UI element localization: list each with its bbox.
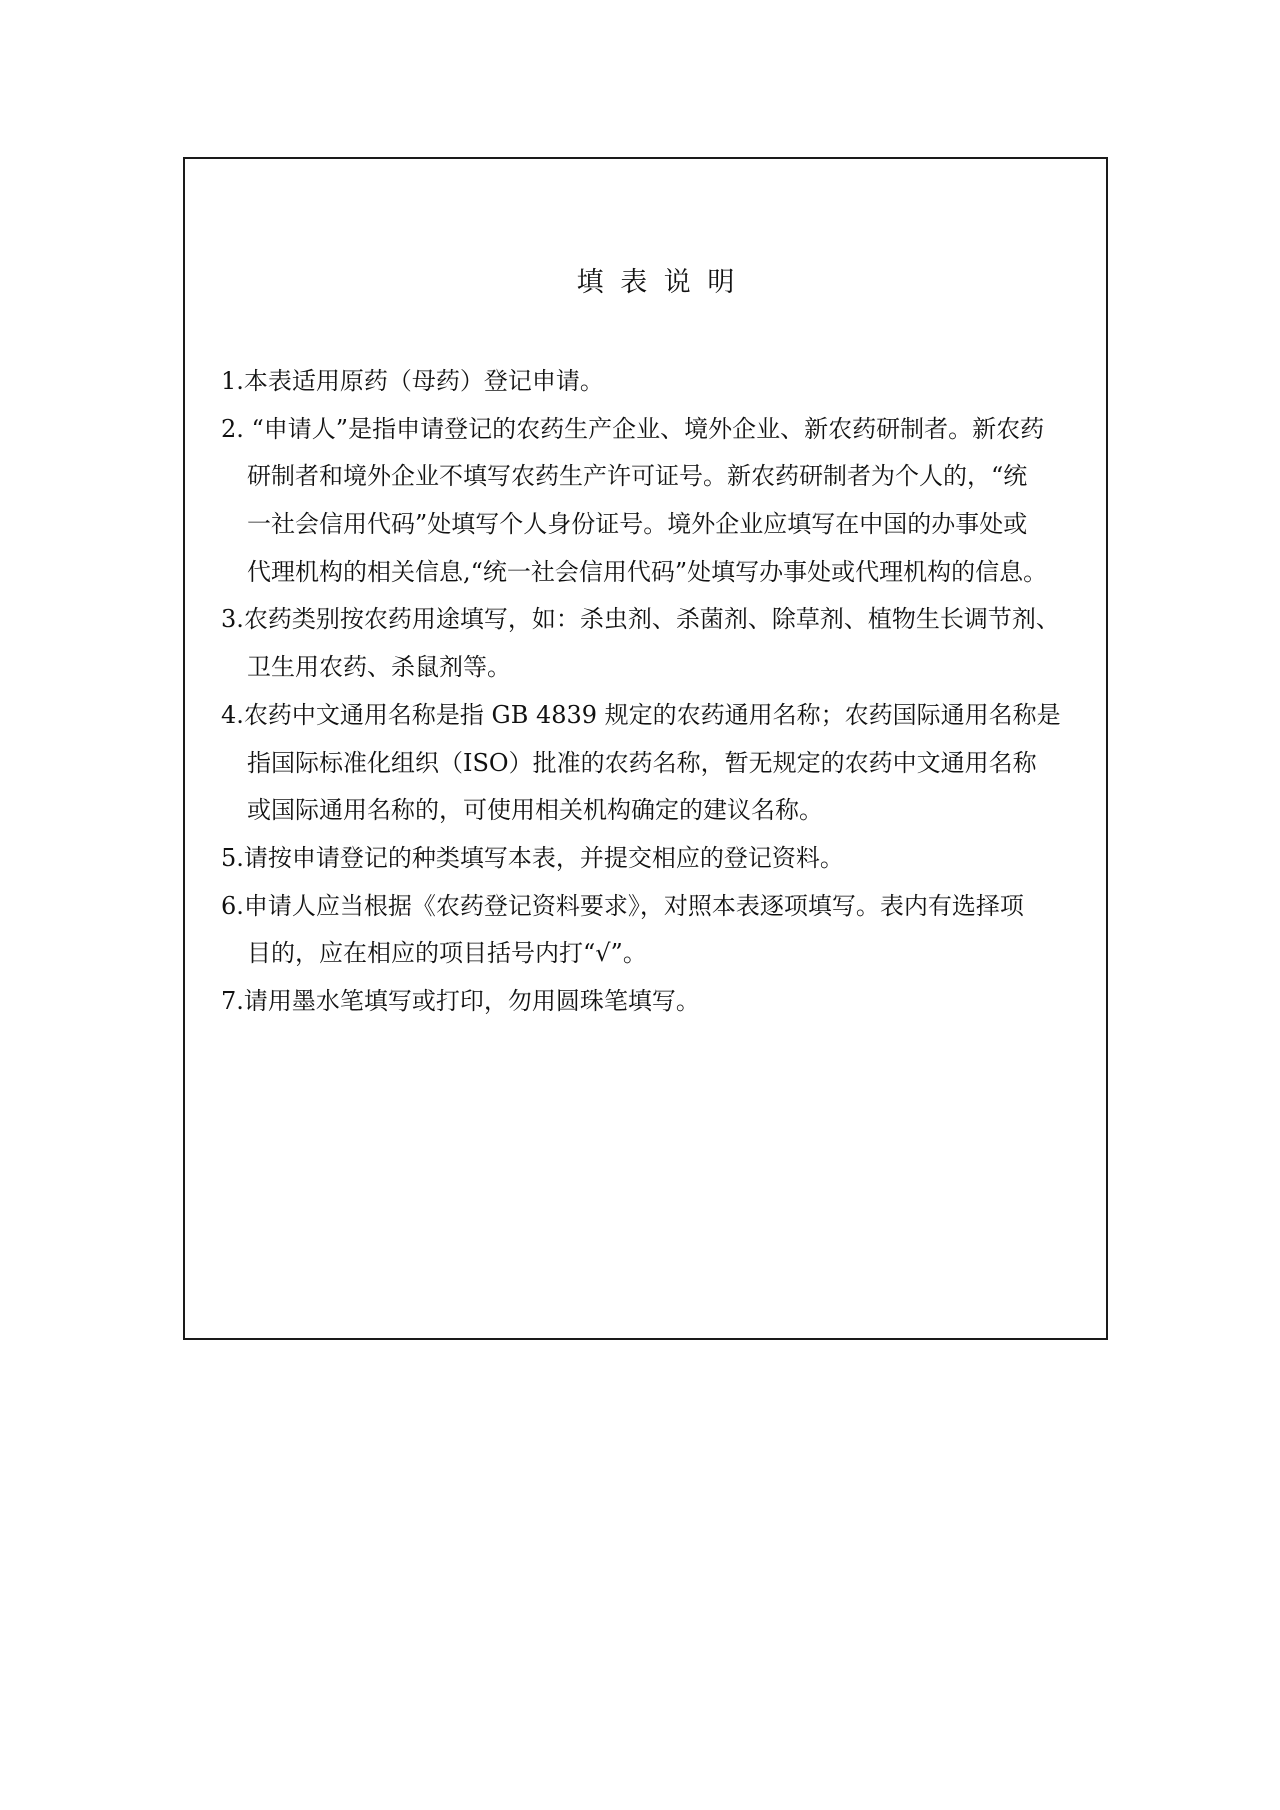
page-title: 填 表 说 明 xyxy=(576,267,739,298)
instruction-line: 3.农药类别按农药用途填写，如：杀虫剂、杀菌剂、除草剂、植物生长调节剂、 xyxy=(221,605,1060,634)
instruction-line: 指国际标准化组织（ISO）批准的农药名称，暂无规定的农药中文通用名称 xyxy=(247,748,1037,777)
instruction-line: 卫生用农药、杀鼠剂等。 xyxy=(247,653,511,682)
instruction-line: 代理机构的相关信息,“统一社会信用代码”处填写办事处或代理机构的信息。 xyxy=(247,557,1048,586)
instruction-line: 5.请按申请登记的种类填写本表，并提交相应的登记资料。 xyxy=(221,843,844,872)
instruction-item-7 xyxy=(221,978,1101,1026)
instruction-line: 目的，应在相应的项目括号内打“√”。 xyxy=(247,939,647,968)
instruction-line: 2. “申请人”是指申请登记的农药生产企业、境外企业、新农药研制者。新农药 xyxy=(221,414,1045,443)
instructions-list xyxy=(221,358,1101,1026)
instruction-item-2 xyxy=(221,406,1101,597)
instruction-line: 1.本表适用原药（母药）登记申请。 xyxy=(221,367,604,395)
instruction-line: 7.请用墨水笔填写或打印，勿用圆珠笔填写。 xyxy=(221,986,700,1015)
instruction-line: 6.申请人应当根据《农药登记资料要求》，对照本表逐项填写。表内有选择项 xyxy=(221,891,1024,920)
instruction-line: 研制者和境外企业不填写农药生产许可证号。新农药研制者为个人的，“统 xyxy=(247,462,1028,491)
instruction-line: 或国际通用名称的，可使用相关机构确定的建议名称。 xyxy=(247,796,823,825)
instruction-item-3 xyxy=(221,596,1101,691)
instructions-frame xyxy=(183,157,1108,1340)
instruction-item-1 xyxy=(221,358,1101,406)
instruction-item-4 xyxy=(221,692,1101,835)
instruction-line: 4.农药中文通用名称是指 GB 4839 规定的农药通用名称；农药国际通用名称是 xyxy=(221,700,1061,729)
instruction-line: 一社会信用代码”处填写个人身份证号。境外企业应填写在中国的办事处或 xyxy=(247,510,1028,539)
instruction-item-6 xyxy=(221,883,1101,978)
instruction-item-5 xyxy=(221,835,1101,883)
